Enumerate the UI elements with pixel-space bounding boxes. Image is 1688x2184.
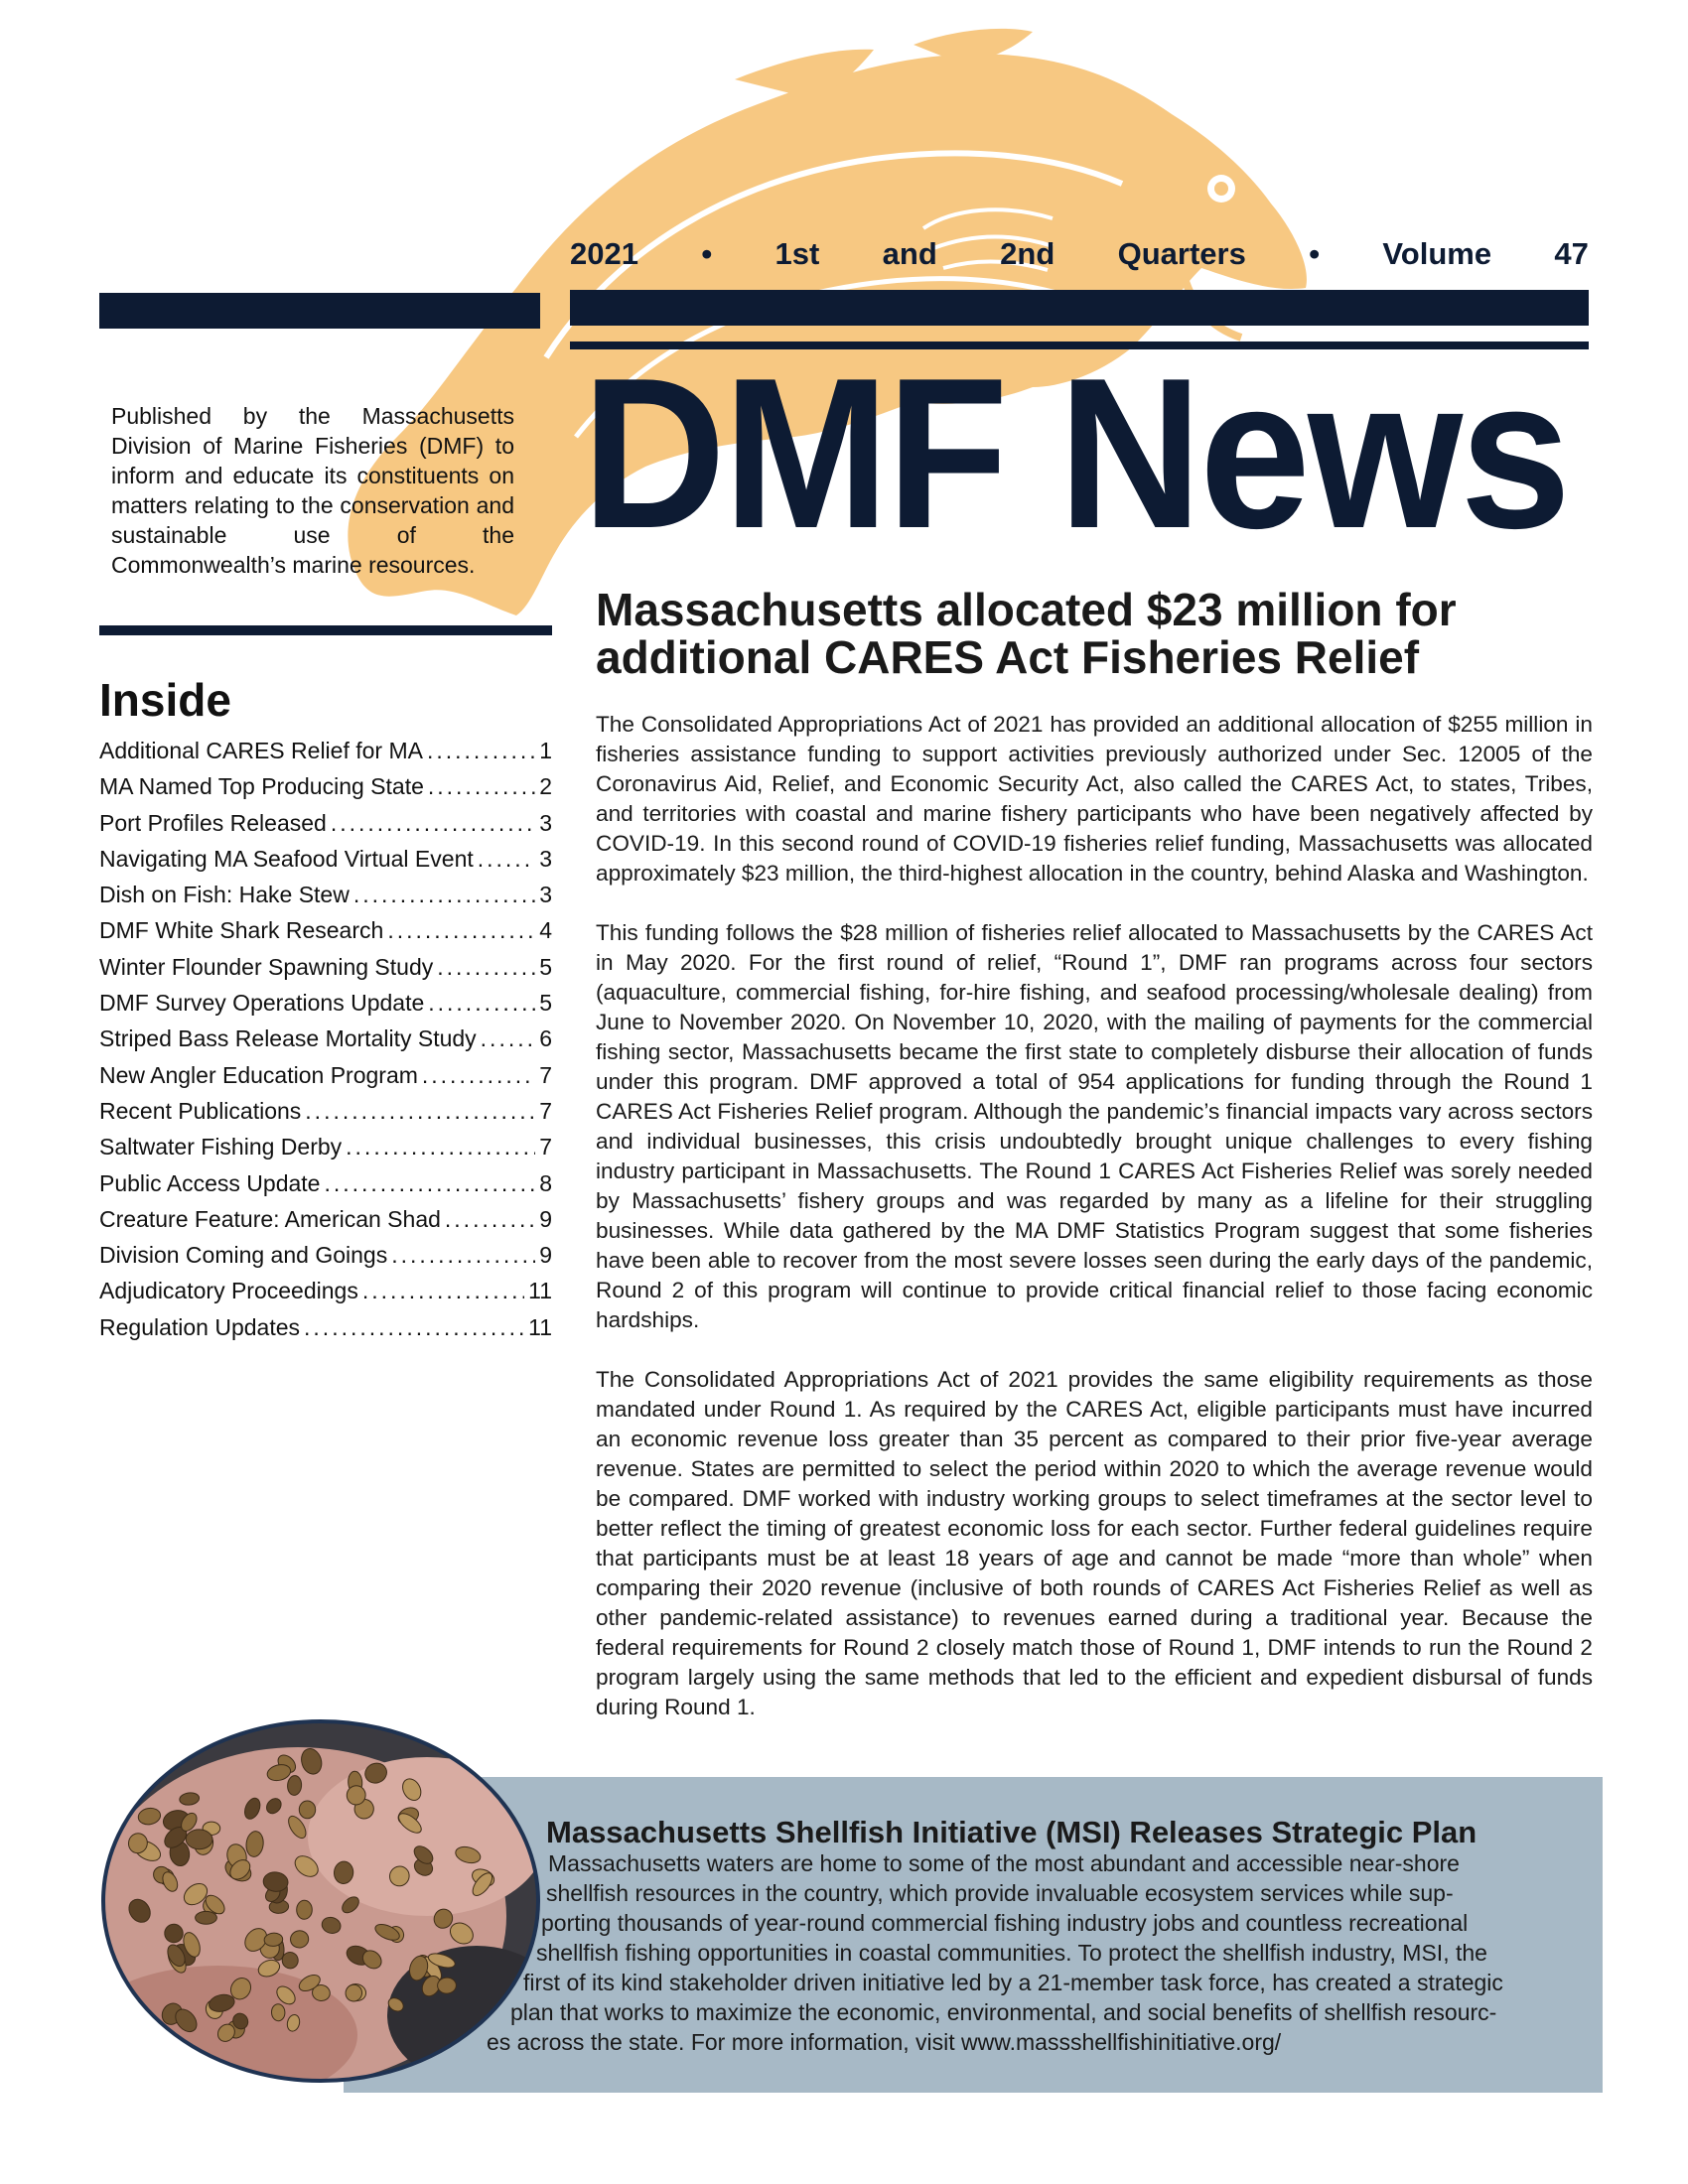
shell-texture [297, 1900, 313, 1919]
shell-texture [196, 1911, 217, 1924]
toc-item[interactable]: Winter Flounder Spawning Study ..... 5 [99, 954, 552, 990]
msi-box-line: porting thousands of year-round commercial fishing industry jobs and countless recreational [541, 1910, 1469, 1936]
msi-box-line: shellfish resources in the country, which provide invaluable ecosystem services while sup- [546, 1880, 1454, 1906]
right-top-bar [570, 290, 1589, 326]
shell-texture [271, 2003, 285, 2021]
toc-item[interactable]: New Angler Education Program ..... 7 [99, 1062, 552, 1098]
article-body [596, 710, 1593, 1752]
hand-holding-shellfish-seed-photo [99, 1717, 542, 2085]
toc-item[interactable]: Saltwater Fishing Derby ..... 7 [99, 1134, 552, 1169]
article-headline: Massachusetts allocated $23 million for additional CARES Act Fisheries Relief [596, 584, 1457, 683]
issue-word: Volume [1382, 236, 1492, 271]
toc-item[interactable]: Division Coming and Goings ..... 9 [99, 1242, 552, 1278]
toc-item[interactable]: DMF Survey Operations Update ..... 5 [99, 990, 552, 1025]
issue-bullet: • [1309, 236, 1321, 271]
toc-item[interactable]: Port Profiles Released ..... 3 [99, 810, 552, 846]
msi-box-line: first of its kind stakeholder driven initiative led by a 21-member task force, has created a strategic [523, 1970, 1503, 1995]
article-paragraph: The Consolidated Appropriations Act of 2021 has provided an additional allocation of $255 million in fisheries assistance funding to support activities previously authorized under Sec. 12005 of the Coronavirus Aid, Relief, and Economic Security Act, also called the CARES Act, to states, Tribes, and territories with coastal and marine fishery participants who have been negatively affected by COVID-19. In this second round of COVID-19 fisheries relief funding, Massachusetts was allocated approximately $23 million, the third-highest allocation in the country, behind Alaska and Washington. [596, 712, 1593, 886]
toc-item[interactable]: Adjudicatory Proceedings ..... 11 [99, 1278, 552, 1313]
toc-item[interactable]: DMF White Shark Research ..... 4 [99, 917, 552, 953]
shell-texture [437, 1978, 456, 1994]
table-of-contents [99, 738, 552, 1350]
toc-item[interactable]: Public Access Update ..... 8 [99, 1170, 552, 1206]
msi-box-line: plan that works to maximize the economic, environmental, and social benefits of shellfish resourc- [510, 1999, 1497, 2025]
msi-box-line: es across the state. For more information, visit www.massshellfishinitiative.org/ [487, 2029, 1282, 2055]
issue-number: 47 [1554, 236, 1589, 271]
msi-box-title: Massachusetts Shellfish Initiative (MSI) Releases Strategic Plan [546, 1815, 1477, 1849]
left-top-bar [99, 293, 540, 329]
toc-item[interactable]: Regulation Updates ..... 11 [99, 1314, 552, 1350]
article-paragraph: The Consolidated Appropriations Act of 2021 provides the same eligibility requirements as those mandated under Round 1. As required by the CARES Act, eligible participants must have incurred an economic revenue loss greater than 35 percent as compared to their prior five-year average revenue. States are permitted to select the period within 2020 to which the average revenue would be compared. DMF worked with industry working groups to select timeframes at the sector level to better reflect the timing of greatest economic loss for each sector. Further federal guidelines require that participants must be at least 18 years of age and cannot be made “more than whole” when comparing their 2020 revenue (inclusive of both rounds of CARES Act Fisheries Relief as well as other pandemic-related assistance) to revenues earned during a traditional year. Because the federal requirements for Round 2 closely match those of Round 1, DMF intends to run the Round 2 program largely using the same methods that led to the efficient and expedient disbursal of funds during Round 1. [596, 1367, 1593, 1719]
article-paragraph: This funding follows the $28 million of fisheries relief allocated to Massachusetts by the CARES Act in May 2020. For the first round of relief, “Round 1”, DMF ran programs across four sectors (aquaculture, commercial fishing, for-hire fishing, and seafood processing/wholesale dealing) from June to November 2020. On November 10, 2020, with the mailing of payments for the commercial fishing sector, Massachusetts became the first state to completely disburse their allocation of funds under this program. DMF approved a total of 954 applications for funding through the Round 1 CARES Act Fisheries Relief program. Although the pandemic’s financial impacts vary across sectors and individual businesses, this crisis undoubtedly brought unique challenges to every fishing industry participant in Massachusetts. The Round 1 CARES Act Fisheries Relief was sorely needed by Massachusetts’ fishery groups and was regarded by many as a lifeline for their struggling businesses. While data gathered by the MA DMF Statistics Program suggest that some fisheries have been able to recover from the most severe losses seen during the early days of the pandemic, Round 2 of this program will continue to provide critical financial relief to those facing economic hardships. [596, 920, 1593, 1332]
inside-heading: Inside [99, 674, 231, 726]
msi-box-line: shellfish fishing opportunities in coastal communities. To protect the shellfish industry, MSI, the [536, 1940, 1487, 1966]
issue-year: 2021 [570, 236, 638, 271]
toc-item[interactable]: Striped Bass Release Mortality Study ..... 6 [99, 1025, 552, 1061]
toc-item[interactable]: Recent Publications ..... 7 [99, 1098, 552, 1134]
toc-item[interactable]: MA Named Top Producing State ..... 2 [99, 773, 552, 809]
issue-word: 1st [774, 236, 820, 271]
masthead-title: DMF News [582, 333, 1569, 573]
left-mid-rule [99, 625, 552, 635]
toc-item[interactable]: Navigating MA Seafood Virtual Event ..... 3 [99, 846, 552, 882]
toc-item[interactable]: Creature Feature: American Shad ..... 9 [99, 1206, 552, 1242]
issue-word: Quarters [1117, 236, 1246, 271]
msi-box-line: Massachusetts waters are home to some of the most abundant and accessible near-shore [548, 1850, 1460, 1876]
toc-item[interactable]: Additional CARES Relief for MA ..... 1 [99, 738, 552, 773]
publisher-note: Published by the Massachusetts Division of Marine Fisheries (DMF) to inform and educate its constituents on matters relating to the conservation and sustainable use of the Commonwealth’s marine resources. [111, 403, 514, 578]
issue-bullet: • [701, 236, 713, 271]
issue-line [570, 234, 1589, 274]
shell-texture [186, 1830, 212, 1849]
shell-texture [299, 1801, 316, 1819]
issue-word: 2nd [1000, 236, 1055, 271]
issue-word: and [882, 236, 937, 271]
toc-item[interactable]: Dish on Fish: Hake Stew ..... 3 [99, 882, 552, 917]
